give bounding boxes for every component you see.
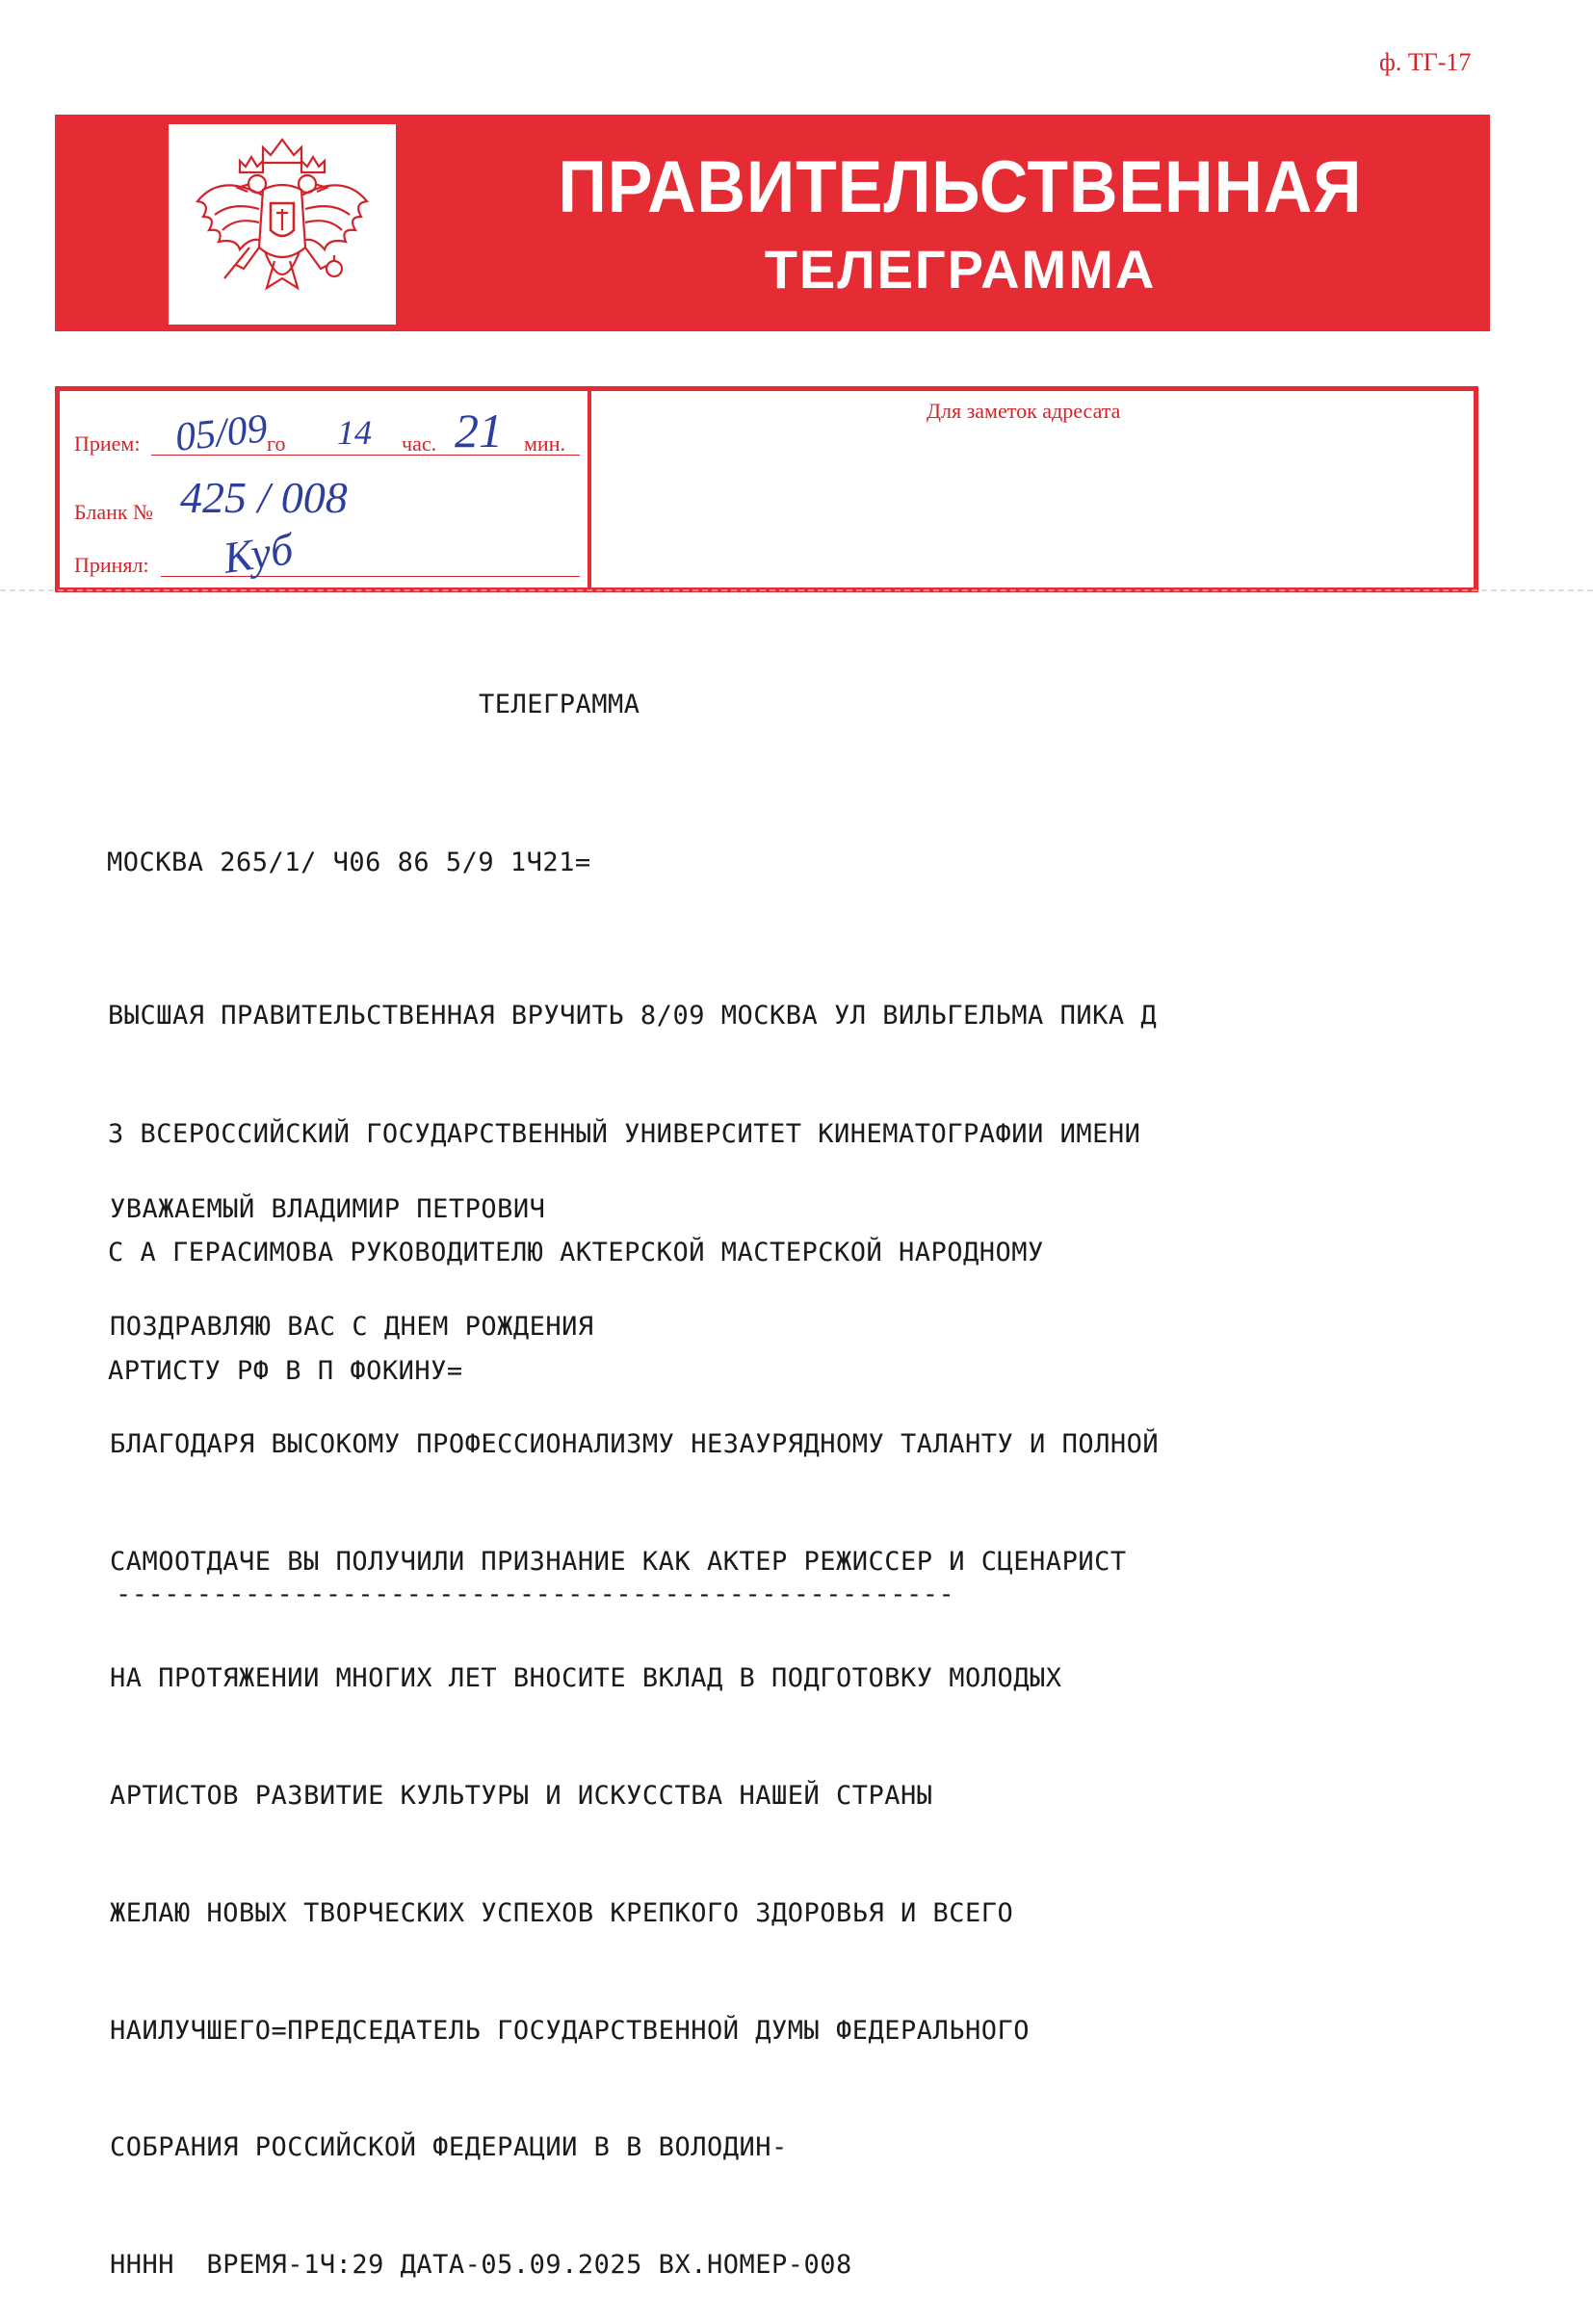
accepted-minute: 21	[455, 404, 503, 457]
body-line: СОБРАНИЯ РОССИЙСКОЙ ФЕДЕРАЦИИ В В ВОЛОДИН-	[110, 2132, 788, 2163]
address-line: АРТИСТУ РФ В П ФОКИНУ=	[108, 1356, 463, 1386]
banner-subtitle: ТЕЛЕГРАММА	[764, 239, 1157, 300]
body-line: ЖЕЛАЮ НОВЫХ ТВОРЧЕСКИХ УСПЕХОВ КРЕПКОГО ЗДОРОВЬЯ И ВСЕГО	[110, 1897, 1014, 1928]
received-by-label: Принял:	[74, 553, 149, 577]
paper-edge	[0, 589, 1593, 597]
address-line: 3 ВСЕРОССИЙСКИЙ ГОСУДАРСТВЕННЫЙ УНИВЕРСИТЕТ КИНЕМАТОГРАФИИ ИМЕНИ	[108, 1119, 1141, 1149]
received-by-signature: Куб	[220, 524, 297, 583]
body-line: АРТИСТОВ РАЗВИТИЕ КУЛЬТУРЫ И ИСКУССТВА НАШЕЙ СТРАНЫ	[110, 1781, 933, 1812]
address-line: С А ГЕРАСИМОВА РУКОВОДИТЕЛЮ АКТЕРСКОЙ МАСТЕРСКОЙ НАРОДНОМУ	[108, 1238, 1044, 1267]
body-line: ПОЗДРАВЛЯЮ ВАС С ДНЕМ РОЖДЕНИЯ	[110, 1311, 594, 1342]
date-suffix: го	[267, 431, 286, 456]
header-banner	[55, 115, 1490, 331]
body-line: УВАЖАЕМЫЙ ВЛАДИМИР ПЕТРОВИЧ	[110, 1194, 546, 1225]
body-line: НА ПРОТЯЖЕНИИ МНОГИХ ЛЕТ ВНОСИТЕ ВКЛАД В ПОДГОТОВКУ МОЛОДЫХ	[110, 1663, 1062, 1694]
accepted-hour: 14	[337, 413, 372, 452]
notes-label: Для заметок адресата	[927, 399, 1121, 423]
emblem-frame	[169, 124, 396, 325]
body-line: САМООТДАЧЕ ВЫ ПОЛУЧИЛИ ПРИЗНАНИЕ КАК АКТЕР РЕЖИССЕР И СЦЕНАРИСТ	[110, 1546, 1127, 1577]
minute-label: мин.	[524, 431, 565, 456]
body-line: НАИЛУЧШЕГО=ПРЕДСЕДАТЕЛЬ ГОСУДАРСТВЕННОЙ ДУМЫ ФЕДЕРАЛЬНОГО	[110, 2015, 1031, 2046]
address-line: ВЫСШАЯ ПРАВИТЕЛЬСТВЕННАЯ ВРУЧИТЬ 8/09 МОСКВА УЛ ВИЛЬГЕЛЬМА ПИКА Д	[108, 1001, 1158, 1031]
russian-coat-of-arms-icon	[182, 134, 382, 315]
telegram-header: МОСКВА 265/1/ Ч06 86 5/9 1Ч21=	[107, 848, 591, 877]
telegram-body	[110, 1112, 1159, 2324]
body-line: БЛАГОДАРЯ ВЫСОКОМУ ПРОФЕССИОНАЛИЗМУ НЕЗАУРЯДНОМУ ТАЛАНТУ И ПОЛНОЙ	[110, 1428, 1160, 1459]
form-number-label: Бланк №	[74, 500, 154, 524]
end-rule: ----------------------------------------------------	[116, 1580, 955, 1609]
form-number: 425 / 008	[180, 473, 348, 522]
form-code: ф. ТГ-17	[1379, 48, 1472, 76]
received-by-underline	[161, 576, 580, 577]
hour-label: час.	[402, 431, 437, 456]
receipt-stamp-frame	[55, 386, 1478, 592]
telegram-title: ТЕЛЕГРАММА	[479, 690, 640, 719]
accepted-date: 05/09	[172, 406, 270, 460]
accepted-label: Прием:	[74, 431, 141, 456]
body-line: НННН ВРЕМЯ-1Ч:29 ДАТА-05.09.2025 ВХ.НОМЕР-008	[110, 2250, 852, 2281]
banner-title: ПРАВИТЕЛЬСТВЕННАЯ	[558, 146, 1363, 228]
receipt-section	[60, 391, 591, 588]
